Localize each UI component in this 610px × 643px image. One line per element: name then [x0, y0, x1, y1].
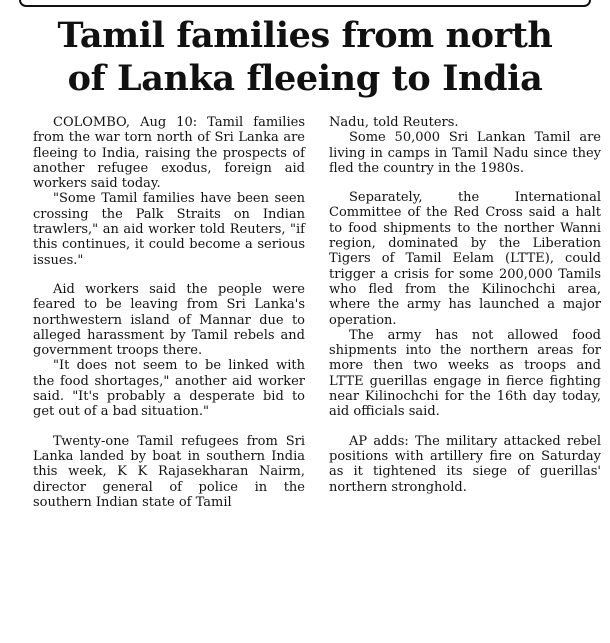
paragraph: COLOMBO, Aug 10: Tamil families from the war torn north of Sri Lanka are fleeing to India, raising the prospects of another refugee exodus, foreign aid workers said today.: [33, 115, 305, 192]
right-column: [329, 115, 601, 640]
headline-line-2: of Lanka fleeing to India: [67, 58, 543, 99]
article-body: [33, 115, 601, 640]
paragraph: Nadu, told Reuters.: [329, 115, 459, 130]
paragraph: Separately, the International Committee of the Red Cross said a halt to food shipments to the norther Wanni region, dominated by the Liberation Tigers of Tamil Eelam (LTTE), could trigger a crisis for some 200,000 Tamils who fled from the Kilinochchi area, where the army has launched a major operation.: [329, 190, 601, 328]
paragraph: Some 50,000 Sri Lankan Tamil are living in camps in Tamil Nadu since they fled the country in the 1980s.: [329, 130, 601, 176]
paragraph: Aid workers said the people were feared to be leaving from Sri Lanka's northwestern island of Mannar due to alleged harassment by Tamil rebels and government troops there.: [33, 281, 305, 359]
paragraph: Twenty-one Tamil refugees from Sri Lanka landed by boat in southern India this week, K K Rajasekharan Nairm, director general of police in the southern Indian state of Tamil: [33, 433, 305, 510]
top-border-rule: [19, 0, 591, 7]
news-clipping: [3, 0, 607, 640]
headline: [3, 14, 607, 100]
paragraph: The army has not allowed food shipments into the northern areas for more then two weeks as troops and LTTE guerillas engage in fierce fighting near Kilinochchi for the 16th day today, aid officials said.: [329, 327, 601, 420]
paragraph: AP adds: The military attacked rebel positions with artillery fire on Saturday as it tightened its siege of guerillas' northern stronghold.: [329, 433, 601, 495]
paragraph: "Some Tamil families have been seen crossing the Palk Straits on Indian trawlers," an aid worker told Reuters, "if this continues, it could become a serious issues.": [33, 191, 305, 268]
paragraph: "It does not seem to be linked with the food shortages," another aid worker said. "It's probably a desperate bid to get out of a bad situation.": [33, 358, 305, 420]
left-column: [33, 115, 305, 640]
headline-line-1: Tamil families from north: [57, 15, 553, 56]
